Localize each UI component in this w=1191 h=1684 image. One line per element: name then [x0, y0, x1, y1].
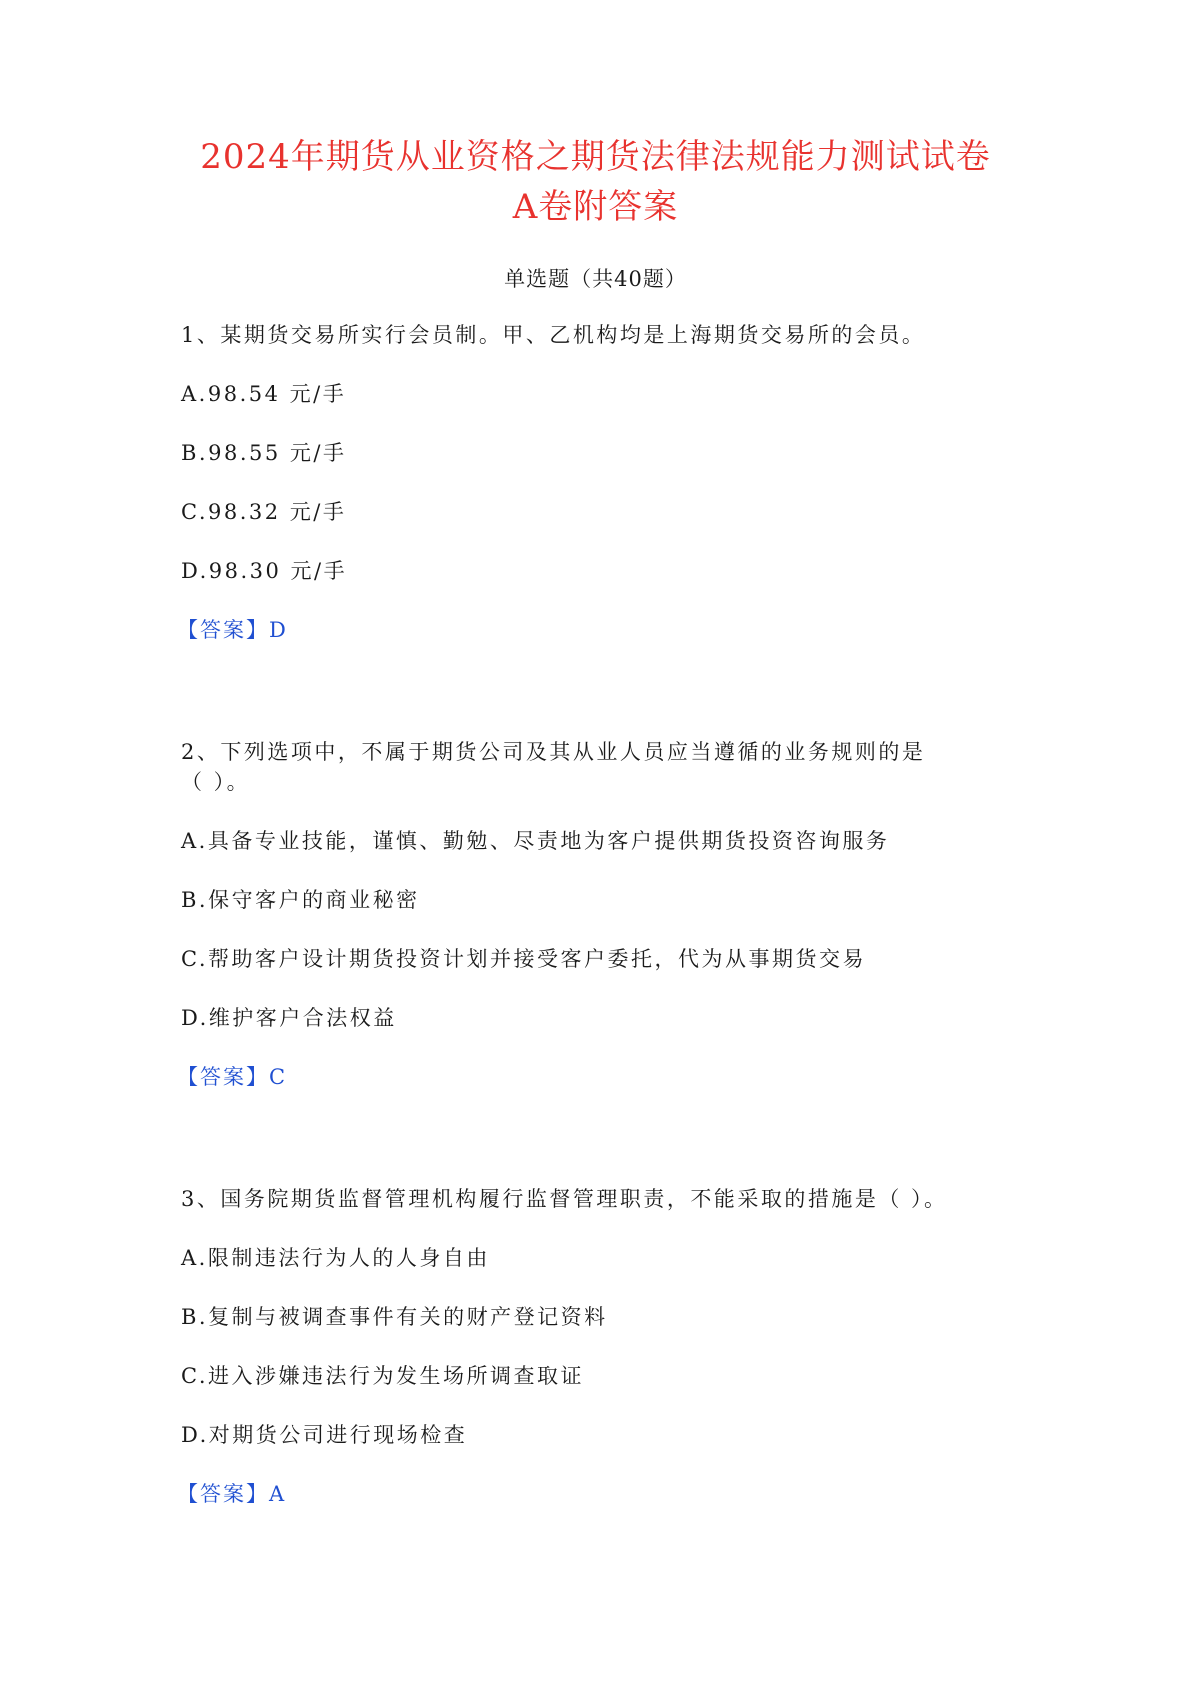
question-2-stem-line1: 2、下列选项中，不属于期货公司及其从业人员应当遵循的业务规则的是: [181, 740, 926, 764]
question-2-option-b: B.保守客户的商业秘密: [181, 888, 420, 912]
question-3-stem: 3、国务院期货监督管理机构履行监督管理职责，不能采取的措施是（ ）。: [181, 1187, 948, 1211]
question-1-option-b: B.98.55 元/手: [181, 441, 347, 465]
question-3-answer: [177, 1479, 286, 1509]
section-heading: 单选题（共40题）: [504, 267, 687, 291]
question-3-option-d: D.对期货公司进行现场检查: [181, 1423, 468, 1447]
question-1-option-d: D.98.30 元/手: [181, 559, 348, 583]
answer-value: C: [269, 1065, 288, 1089]
document-title-line1: 2024年期货从业资格之期货法律法规能力测试试卷: [200, 137, 991, 177]
answer-label: 【答案】: [177, 1065, 269, 1089]
question-1-stem: 1、某期货交易所实行会员制。甲、乙机构均是上海期货交易所的会员。: [181, 323, 926, 347]
answer-label: 【答案】: [177, 618, 269, 642]
answer-value: A: [269, 1482, 287, 1506]
question-3-option-b: B.复制与被调查事件有关的财产登记资料: [181, 1305, 608, 1329]
question-1-option-a: A.98.54 元/手: [181, 382, 347, 406]
document-title-line2: A卷附答案: [512, 187, 679, 227]
question-1-answer: [177, 615, 288, 645]
question-2-answer: [177, 1062, 287, 1092]
answer-value: D: [269, 618, 288, 642]
question-2-option-d: D.维护客户合法权益: [181, 1006, 397, 1030]
question-3-option-c: C.进入涉嫌违法行为发生场所调查取证: [181, 1364, 584, 1388]
question-2-option-c: C.帮助客户设计期货投资计划并接受客户委托，代为从事期货交易: [181, 947, 866, 971]
question-2-option-a: A.具备专业技能，谨慎、勤勉、尽责地为客户提供期货投资咨询服务: [181, 829, 890, 853]
question-2-stem-line2: （ ）。: [181, 770, 251, 794]
answer-label: 【答案】: [177, 1482, 269, 1506]
question-3-option-a: A.限制违法行为人的人身自由: [181, 1246, 490, 1270]
question-1-option-c: C.98.32 元/手: [181, 500, 347, 524]
